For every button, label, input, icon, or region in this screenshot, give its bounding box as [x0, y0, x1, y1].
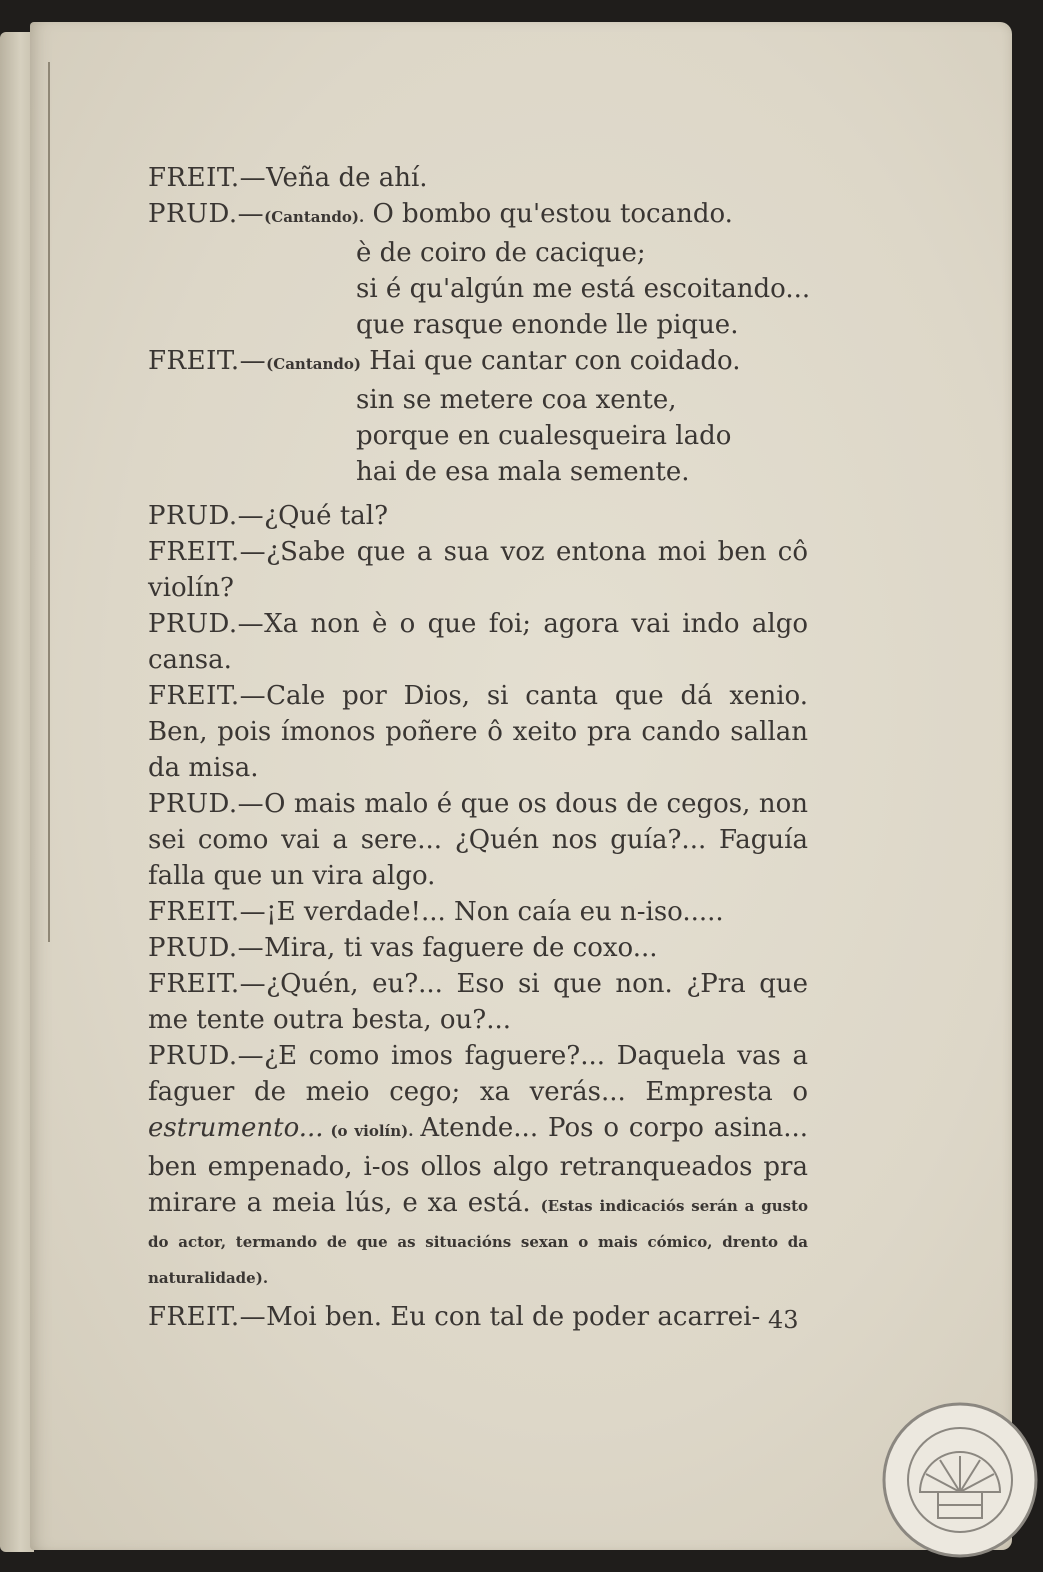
verse-line: porque en cualesqueira lado [356, 421, 732, 451]
verse-line: è de coiro de cacique; [356, 238, 646, 268]
dialogue-paragraph [148, 678, 808, 786]
dialogue-paragraph [148, 534, 808, 606]
dialogue-line [148, 1299, 808, 1335]
previous-page-edge [0, 32, 34, 1552]
line-text: Mira, ti vas faguere de coxo... [264, 933, 658, 963]
line-text: O mais malo é que os dous de cegos, non sei como vai a sere... ¿Quén nos guía?... Faguía falla que un vira algo. [148, 789, 808, 891]
dialogue-line [148, 160, 808, 196]
spine-crease [48, 62, 50, 942]
italic-word: estrumento... [148, 1113, 324, 1143]
library-seal-icon [880, 1400, 1040, 1560]
line-text: Xa non è o que foi; agora vai indo algo cansa. [148, 609, 808, 675]
line-text: Cale por Dios, si canta que dá xenio. Ben, pois ímonos poñere ô xeito pra cando sallan da misa. [148, 681, 808, 783]
play-text [148, 160, 811, 1335]
line-text: ¿Qué tal? [264, 501, 389, 531]
speaker: FREIT.— [148, 969, 267, 999]
dialogue-paragraph [148, 894, 808, 930]
stage-direction: (Cantando). [264, 208, 365, 226]
speaker: FREIT.— [148, 537, 267, 567]
line-text: Moi ben. Eu con tal de poder acarrei- [266, 1302, 761, 1332]
verse-line: si é qu'algún me está escoitando... [356, 274, 811, 304]
speaker: PRUD.— [148, 933, 265, 963]
line-text: ¿E como imos faguere?... Daquela vas a faguer de meio cego; xa verás... Empresta o [148, 1041, 808, 1107]
dialogue-line [148, 343, 808, 382]
speaker: PRUD.— [148, 789, 265, 819]
speaker: PRUD.— [148, 1041, 265, 1071]
speaker: FREIT.— [148, 346, 267, 376]
line-text: Atende... Pos o corpo asina... ben empenado, i-os ollos algo retranqueados pra mirare a meia lús, e xa está. [148, 1113, 808, 1218]
line-text: ¿Sabe que a sua voz entona moi ben cô violín? [148, 537, 808, 603]
line-text: ¿Quén, eu?... Eso si que non. ¿Pra que me tente outra besta, ou?... [148, 969, 808, 1035]
dialogue-paragraph [148, 1038, 808, 1293]
line-text: O bombo qu'estou tocando. [364, 199, 733, 229]
page-number: 43 [768, 1306, 799, 1334]
speaker: FREIT.— [148, 897, 267, 927]
dialogue-paragraph [148, 966, 808, 1038]
dialogue-paragraph [148, 786, 808, 894]
line-text: ¡E verdade!... Non caía eu n-iso..... [266, 897, 724, 927]
speaker: FREIT.— [148, 163, 267, 193]
stage-direction: (o violín). [323, 1122, 421, 1140]
line-text: Veña de ahí. [266, 163, 428, 193]
verse-line: que rasque enonde lle pique. [356, 310, 739, 340]
line-text: Hai que cantar con coidado. [360, 346, 741, 376]
stage-note: (Estas indicaciós serán a gusto do actor, termando de que as situacións sexan o mais cómico, drento da naturalidade). [148, 1197, 809, 1287]
dialogue-paragraph [148, 930, 808, 966]
stage-direction: (Cantando) [266, 355, 361, 373]
dialogue-paragraph [148, 498, 808, 534]
verse-line: sin se metere coa xente, [356, 385, 677, 415]
speaker: PRUD.— [148, 609, 265, 639]
speaker: PRUD.— [148, 199, 265, 229]
speaker: FREIT.— [148, 681, 267, 711]
verse-line: hai de esa mala semente. [356, 457, 690, 487]
speaker: PRUD.— [148, 501, 265, 531]
speaker: FREIT.— [148, 1302, 267, 1332]
dialogue-paragraph [148, 606, 808, 678]
dialogue-line [148, 196, 808, 235]
